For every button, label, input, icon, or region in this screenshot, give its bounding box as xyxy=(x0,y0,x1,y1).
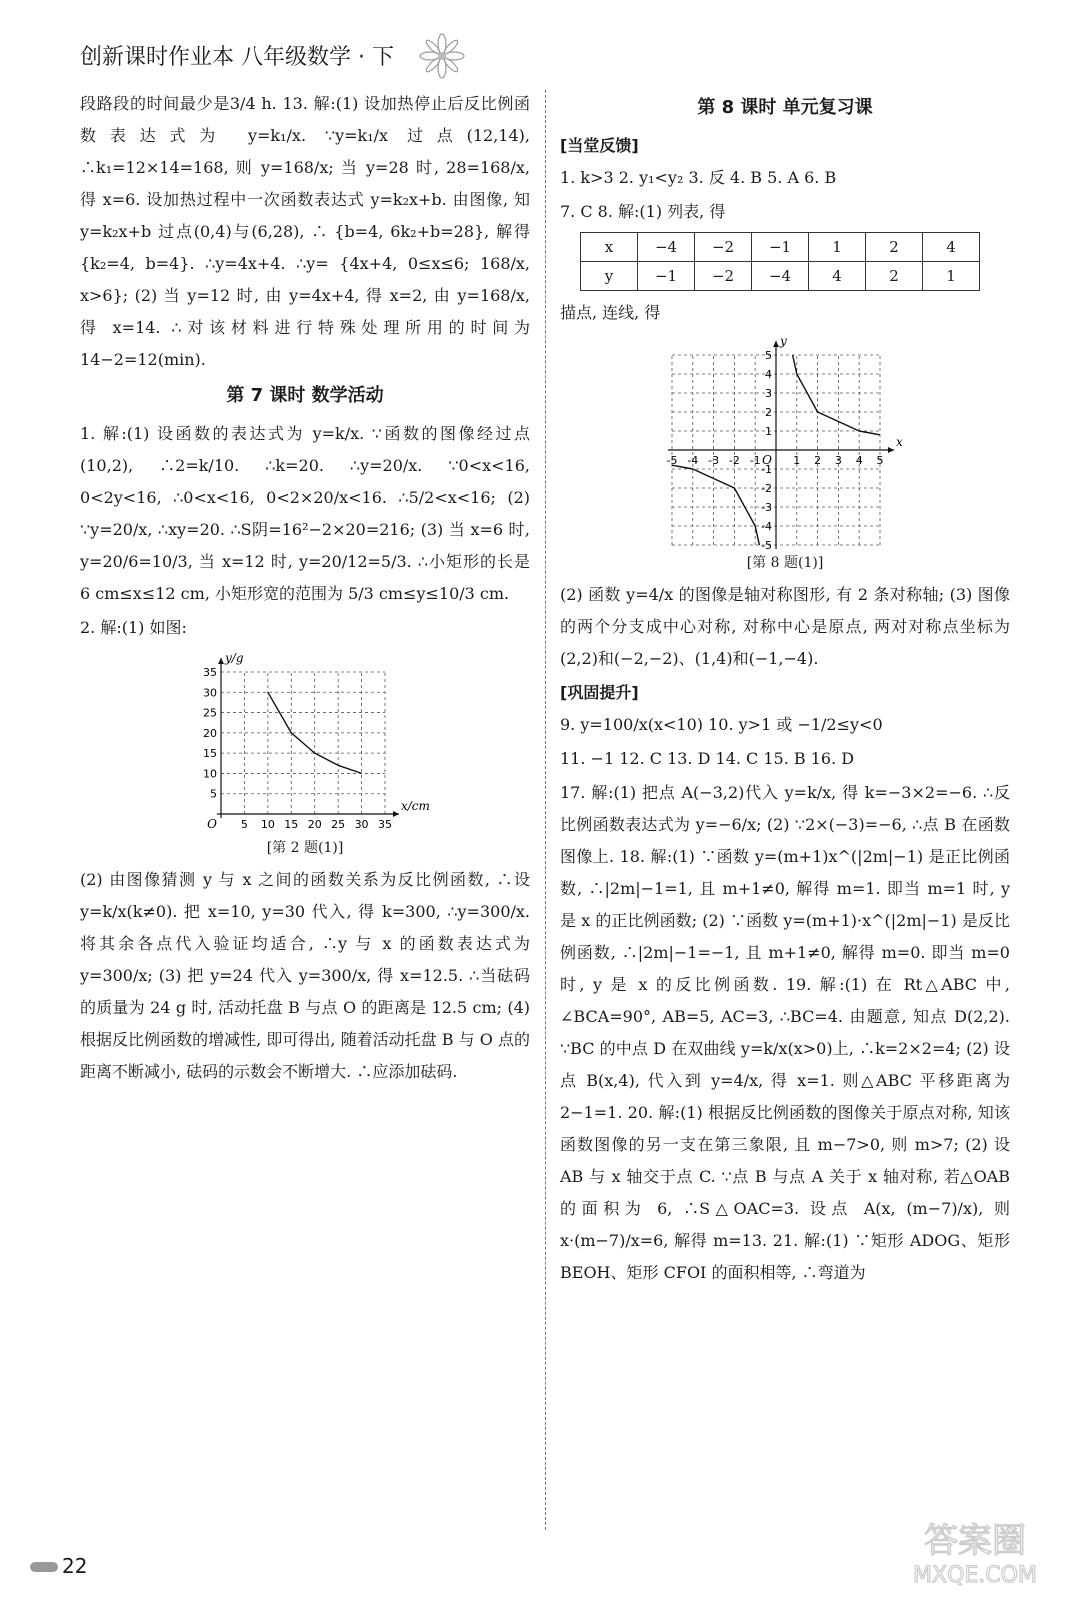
x-tick-label: 4 xyxy=(855,454,863,467)
table-cell: −2 xyxy=(695,262,752,291)
figure-2-chart xyxy=(185,648,430,838)
x-axis-arrow xyxy=(393,811,399,817)
table-cell: −2 xyxy=(695,233,752,262)
table-cell: −1 xyxy=(638,262,695,291)
table-cell: 4 xyxy=(809,262,866,291)
q7-q8: 7. C 8. 解:(1) 列表, 得 xyxy=(560,202,726,221)
y-tick-label: 5 xyxy=(765,349,772,362)
x-tick-label: 35 xyxy=(378,818,392,831)
left-column xyxy=(80,88,530,1090)
y-tick-label: 4 xyxy=(765,368,772,381)
x-tick-label: 3 xyxy=(834,454,842,467)
y-tick-label: 35 xyxy=(203,666,217,679)
x-tick-label: 5 xyxy=(876,454,884,467)
y-tick-label: 3 xyxy=(765,387,772,400)
series-line xyxy=(672,465,759,545)
y-tick-label: 5 xyxy=(210,787,217,801)
q2-intro: 2. 解:(1) 如图: xyxy=(80,618,187,637)
y-tick-label: 10 xyxy=(203,767,217,781)
y-tick-label: -5 xyxy=(761,539,772,552)
y-axis-label: y/g xyxy=(225,651,244,665)
table-row xyxy=(581,262,980,291)
y-tick-label: 1 xyxy=(765,425,772,438)
x-tick-label: 15 xyxy=(284,818,299,831)
x-tick-label: -2 xyxy=(728,454,740,467)
y-tick-label: -1 xyxy=(761,463,772,476)
q13-answer: 段路段的时间最少是3/4 h. 13. 解:(1) 设加热停止后反比例函数表达式为 y=k₁/x. ∵y=k₁/x 过点(12,14), ∴k₁=12×14=168, 则 y=168/x; 当 y=28 时, 28=168/x, 得 x=6. 设加热过程中一次函数表达式 y=k₂x+b. 由图像, 知 y=k₂x+b 过点(0,4)与(6,28), ∴ {b=4, 6k₂+b=28}, 解得 {k₂=4, b=4}. ∴y=4x+4. ∴y= {4x+4, 0≤x≤6; 168/x, x>6}; (2) 当 y=12 时, 由 y=4x+4, 得 x=2, 由 y=168/x, 得 x=14. ∴对该材料进行特殊处理所用的时间为 14−2=12(min). xyxy=(80,94,530,369)
answers-11-16: 11. −1 12. C 13. D 14. C 15. B 16. D xyxy=(560,749,855,768)
y-axis-arrow xyxy=(218,658,224,664)
answers-1-6: 1. k>3 2. y₁<y₂ 3. 反 4. B 5. A 6. B xyxy=(560,168,837,187)
page-header: 创新课时作业本 八年级数学 · 下 xyxy=(80,45,394,70)
q17-21-answers: 17. 解:(1) 把点 A(−3,2)代入 y=k/x, 得 k=−3×2=−6. ∴反比例函数表达式为 y=−6/x; (2) ∵2×(−3)=−6, ∴点 B 在函数图像上. 18. 解:(1) ∵函数 y=(m+1)x^(|2m|−1) 是正比例函数, ∴|2m|−1=1, 且 m+1≠0, 解得 m=1. 即当 m=1 时, y 是 x 的正比例函数; (2) ∵函数 y=(m+1)·x^(|2m|−1) 是反比例函数, ∴|2m|−1=−1, 且 m+1≠0, 解得 m=0. 即当 m=0 时, y 是 x 的反比例函数. 19. 解:(1) 在 Rt△ABC 中, ∠BCA=90°, AB=5, AC=3, ∴BC=4. 由题意, 知点 D(2,2). ∵BC 的中点 D 在双曲线 y=k/x(x>0)上, ∴k=2×2=4; (2) 设点 B(x,4), 代入到 y=4/x, 得 x=1. 则△ABC 平移距离为 2−1=1. 20. 解:(1) 根据反比例函数的图像关于原点对称, 知该函数图像的另一支在第三象限, 且 m−7>0, 则 m>7; (2) 设 AB 与 x 轴交于点 C. ∵点 B 与点 A 关于 x 轴对称, 若△OAB 的面积为 6, ∴S△OAC=3. 设点 A(x, (m−7)/x), 则 x·(m−7)/x=6, 解得 m=13. 21. 解:(1) ∵矩形 ADOG、矩形 BEOH、矩形 CFOI 的面积相等, ∴弯道为 xyxy=(560,783,1010,1282)
q2-rest: (2) 由图像猜测 y 与 x 之间的函数关系为反比例函数, ∴设 y=k/x(k≠0). 把 x=10, y=30 代入, 得 k=300, ∴y=300/x. 将其余各点代入验证均适合, ∴y 与 x 的函数表达式为 y=300/x; (3) 把 y=24 代入 y=300/x, 得 x=12.5. ∴当砝码的质量为 24 g 时, 活动托盘 B 与点 O 的距离是 12.5 cm; (4) 根据反比例函数的增减性, 即可得出, 随着活动托盘 B 与 O 点的距离不断减小, 砝码的示数会不断增大. ∴应添加砝码. xyxy=(80,870,530,1081)
section8-title: 第 8 课时 单元复习课 xyxy=(697,97,873,118)
table-row xyxy=(581,233,980,262)
table-cell: y xyxy=(581,262,638,291)
x-tick-label: 10 xyxy=(260,818,275,831)
y-tick-label: 30 xyxy=(203,686,217,700)
footer-bar xyxy=(30,1562,58,1572)
x-tick-label: 5 xyxy=(240,818,248,831)
figure-2-caption: [第 2 题(1)] xyxy=(266,840,344,856)
y-tick-label: -2 xyxy=(761,482,772,495)
page-number: 22 xyxy=(62,1554,88,1578)
origin-label: O xyxy=(207,817,217,831)
flower-icon xyxy=(418,32,466,80)
y-tick-label: 25 xyxy=(203,706,217,720)
y-tick-label: -3 xyxy=(761,501,772,514)
xy-table xyxy=(580,232,980,291)
table-cell: 1 xyxy=(809,233,866,262)
x-tick-label: 30 xyxy=(354,818,369,831)
origin-label: O xyxy=(762,453,772,467)
table-cell: −4 xyxy=(752,262,809,291)
table-cell: 4 xyxy=(923,233,980,262)
watermark-url: MXQE.COM xyxy=(913,1563,1037,1588)
q1-answer: 1. 解:(1) 设函数的表达式为 y=k/x. ∵函数的图像经过点(10,2), ∴2=k/10. ∴k=20. ∴y=20/x. ∵0<x<16, 0<2y<16, ∴0<x<16, 0<2×20/x<16. ∴5/2<x<16; (2) ∵y=20/x, ∴xy=20. ∴S阴=16²−2×20=216; (3) 当 x=6 时, y=20/6=10/3, 当 x=12 时, y=20/12=5/3. ∴小矩形的长是 6 cm≤x≤12 cm, 小矩形宽的范围为 5/3 cm≤y≤10/3 cm. xyxy=(80,424,530,603)
y-axis-label: y xyxy=(780,334,787,348)
column-divider xyxy=(545,90,546,1530)
watermark-text: 答案圈 xyxy=(924,1521,1026,1561)
x-tick-label: 1 xyxy=(793,454,801,467)
series-line xyxy=(793,355,880,435)
answers-9-10: 9. y=100/x(x<10) 10. y>1 或 −1/2≤y<0 xyxy=(560,715,883,734)
y-tick-label: 2 xyxy=(765,406,772,419)
watermark-logo xyxy=(880,1510,1070,1590)
table-cell: 1 xyxy=(923,262,980,291)
section7-title: 第 7 课时 数学活动 xyxy=(226,385,384,406)
x-axis-label: x xyxy=(896,435,903,449)
figure-8-chart xyxy=(660,333,910,553)
x-tick-label: -1 xyxy=(749,454,761,467)
table-cell: 2 xyxy=(866,262,923,291)
y-tick-label: -4 xyxy=(761,520,772,533)
y-tick-label: 15 xyxy=(203,747,217,761)
x-tick-label: -5 xyxy=(666,454,678,467)
x-tick-label: 2 xyxy=(814,454,822,467)
table-cell: x xyxy=(581,233,638,262)
x-tick-label: -3 xyxy=(708,454,720,467)
figure-8-caption: [第 8 题(1)] xyxy=(746,555,824,571)
consolidate-tag: [巩固提升] xyxy=(560,683,639,702)
q8-rest: (2) 函数 y=4/x 的图像是轴对称图形, 有 2 条对称轴; (3) 图像的两个分支成中心对称, 对称中心是原点, 两对对称点坐标为(2,2)和(−2,−2)、(1,4)和(−1,−4). xyxy=(560,585,1010,668)
table-cell: 2 xyxy=(866,233,923,262)
table-cell: −1 xyxy=(752,233,809,262)
feedback-tag: [当堂反馈] xyxy=(560,136,639,155)
right-column xyxy=(560,88,1010,1291)
x-tick-label: -4 xyxy=(687,454,699,467)
plot-note: 描点, 连线, 得 xyxy=(560,303,661,322)
y-tick-label: 20 xyxy=(203,726,217,740)
x-axis-label: x/cm xyxy=(401,799,430,813)
y-axis-arrow xyxy=(773,341,779,347)
x-axis-arrow xyxy=(888,447,894,453)
table-cell: −4 xyxy=(638,233,695,262)
x-tick-label: 25 xyxy=(331,818,346,831)
x-tick-label: 20 xyxy=(307,818,322,831)
